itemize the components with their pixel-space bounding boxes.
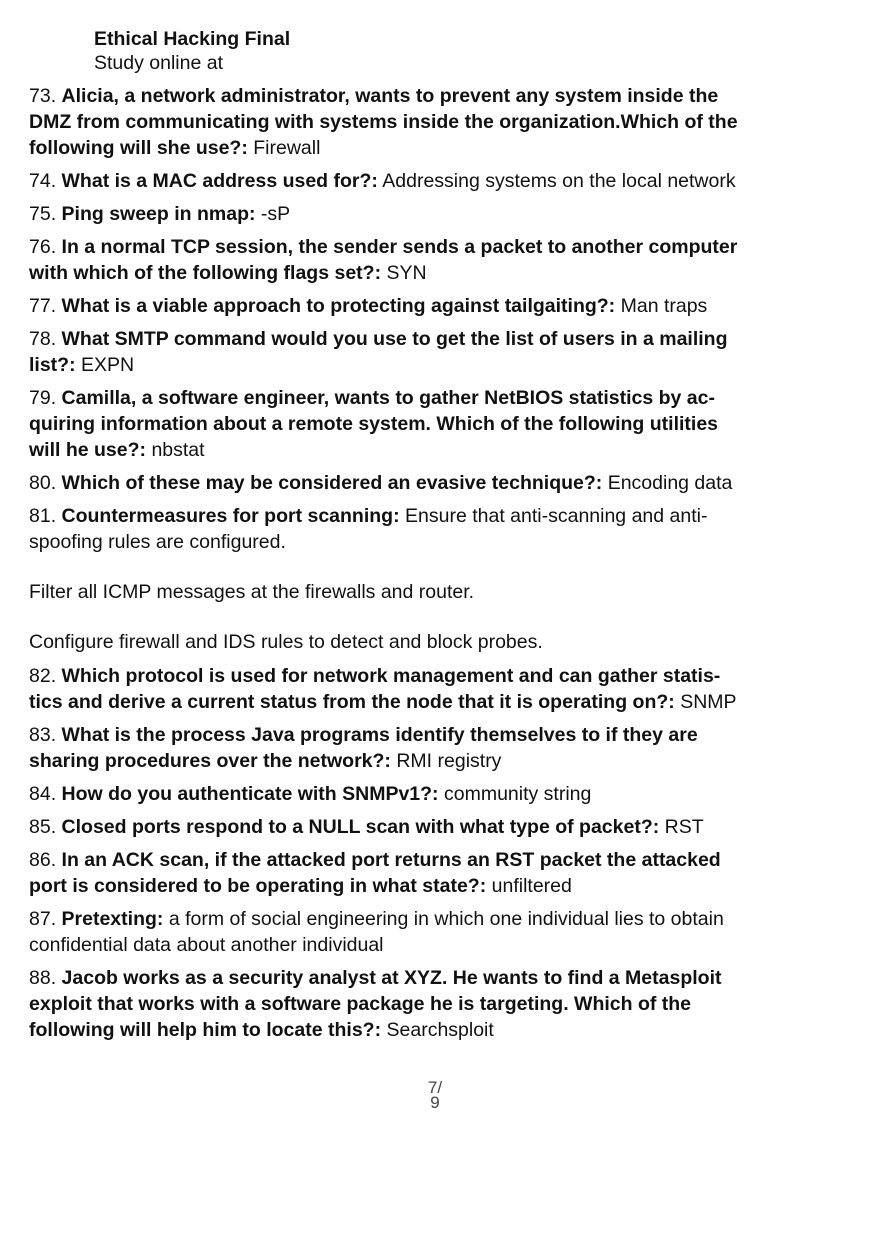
- answer-text: nbstat: [151, 439, 205, 461]
- item-number: 81.: [29, 505, 57, 527]
- question-text: Countermeasures for port scanning:: [61, 505, 400, 527]
- answer-text: Firewall: [253, 137, 321, 159]
- answer-text: SNMP: [680, 691, 737, 713]
- answer-text: unfiltered: [491, 875, 572, 897]
- question-text: What is the process Java programs identify themselves to if they are sharing procedures over the network?:: [29, 724, 698, 772]
- document-title: Ethical Hacking Final: [94, 28, 291, 50]
- qa-item-82: [29, 663, 749, 715]
- qa-item-73: [29, 83, 749, 161]
- question-text: Which protocol is used for network management and can gather statis-tics and derive a current status from the node that it is operating on?:: [29, 665, 721, 713]
- item-number: 78.: [29, 328, 57, 350]
- item-number: 87.: [29, 908, 57, 930]
- qa-item-83: [29, 722, 749, 774]
- answer-text: RST: [664, 816, 704, 838]
- question-text: Closed ports respond to a NULL scan with what type of packet?:: [61, 816, 660, 838]
- qa-item-74: [29, 168, 749, 194]
- qa-item-76: [29, 234, 749, 286]
- item-number: 86.: [29, 849, 57, 871]
- answer-extra-line: Configure firewall and IDS rules to detect and block probes.: [29, 631, 543, 653]
- item-number: 75.: [29, 203, 57, 225]
- qa-item-88: [29, 965, 749, 1043]
- question-text: Pretexting:: [61, 908, 164, 930]
- item-number: 74.: [29, 170, 57, 192]
- answer-text: Addressing systems on the local network: [382, 170, 736, 192]
- answer-text: Ensure that anti-scanning and anti-spoofing rules are configured.: [29, 505, 708, 553]
- item-number: 88.: [29, 967, 57, 989]
- question-text: Ping sweep in nmap:: [61, 203, 256, 225]
- qa-item-87: [29, 906, 749, 958]
- question-text: Alicia, a network administrator, wants to prevent any system inside the DMZ from communicating with systems inside the organization.Which of the following will she use?:: [29, 85, 738, 159]
- question-text: Camilla, a software engineer, wants to gather NetBIOS statistics by ac-quiring information about a remote system. Which of the following utilities will he use?:: [29, 387, 719, 461]
- item-number: 80.: [29, 472, 57, 494]
- answer-text: Searchsploit: [386, 1019, 494, 1041]
- answer-text: a form of social engineering in which one individual lies to obtain confidential data about another individual: [29, 908, 724, 956]
- answer-text: community string: [443, 783, 592, 805]
- question-text: In an ACK scan, if the attacked port returns an RST packet the attacked port is considered to be operating in what state?:: [29, 849, 721, 897]
- item-number: 77.: [29, 295, 57, 317]
- item-number: 83.: [29, 724, 57, 746]
- answer-extra-line: Filter all ICMP messages at the firewalls and router.: [29, 581, 475, 603]
- answer-text: Man traps: [620, 295, 708, 317]
- page-number-current: 7/: [427, 1078, 443, 1097]
- item-number: 76.: [29, 236, 57, 258]
- question-text: What is a MAC address used for?:: [61, 170, 378, 192]
- item-number: 82.: [29, 665, 57, 687]
- question-text: What is a viable approach to protecting against tailgaiting?:: [61, 295, 616, 317]
- item-number: 84.: [29, 783, 57, 805]
- document-header: [94, 27, 290, 75]
- document-subtitle: Study online at: [94, 52, 224, 74]
- item-number: 79.: [29, 387, 57, 409]
- answer-text: -sP: [260, 203, 291, 225]
- qa-item-77: [29, 293, 749, 319]
- item-number: 85.: [29, 816, 57, 838]
- qa-list: [29, 83, 749, 1050]
- qa-item-78: [29, 326, 749, 378]
- question-text: What SMTP command would you use to get the list of users in a mailing list?:: [29, 328, 728, 376]
- qa-item-84: [29, 781, 749, 807]
- qa-item-80: [29, 470, 749, 496]
- qa-item-79: [29, 385, 749, 463]
- qa-item-86: [29, 847, 749, 899]
- answer-text: Encoding data: [607, 472, 733, 494]
- qa-item-75: [29, 201, 749, 227]
- answer-text: SYN: [386, 262, 427, 284]
- item-number: 73.: [29, 85, 57, 107]
- qa-item-81: [29, 503, 749, 655]
- question-text: How do you authenticate with SNMPv1?:: [61, 783, 439, 805]
- question-text: In a normal TCP session, the sender sends a packet to another computer with which of the following flags set?:: [29, 236, 738, 284]
- answer-text: EXPN: [81, 354, 135, 376]
- qa-item-85: [29, 814, 749, 840]
- question-text: Which of these may be considered an evasive technique?:: [61, 472, 603, 494]
- page-number: [425, 1080, 445, 1110]
- answer-text: RMI registry: [396, 750, 502, 772]
- question-text: Jacob works as a security analyst at XYZ. He wants to find a Metasploit exploit that works with a software package he is targeting. Which of the following will help him to locate this?:: [29, 967, 722, 1041]
- page-number-total: 9: [430, 1093, 440, 1112]
